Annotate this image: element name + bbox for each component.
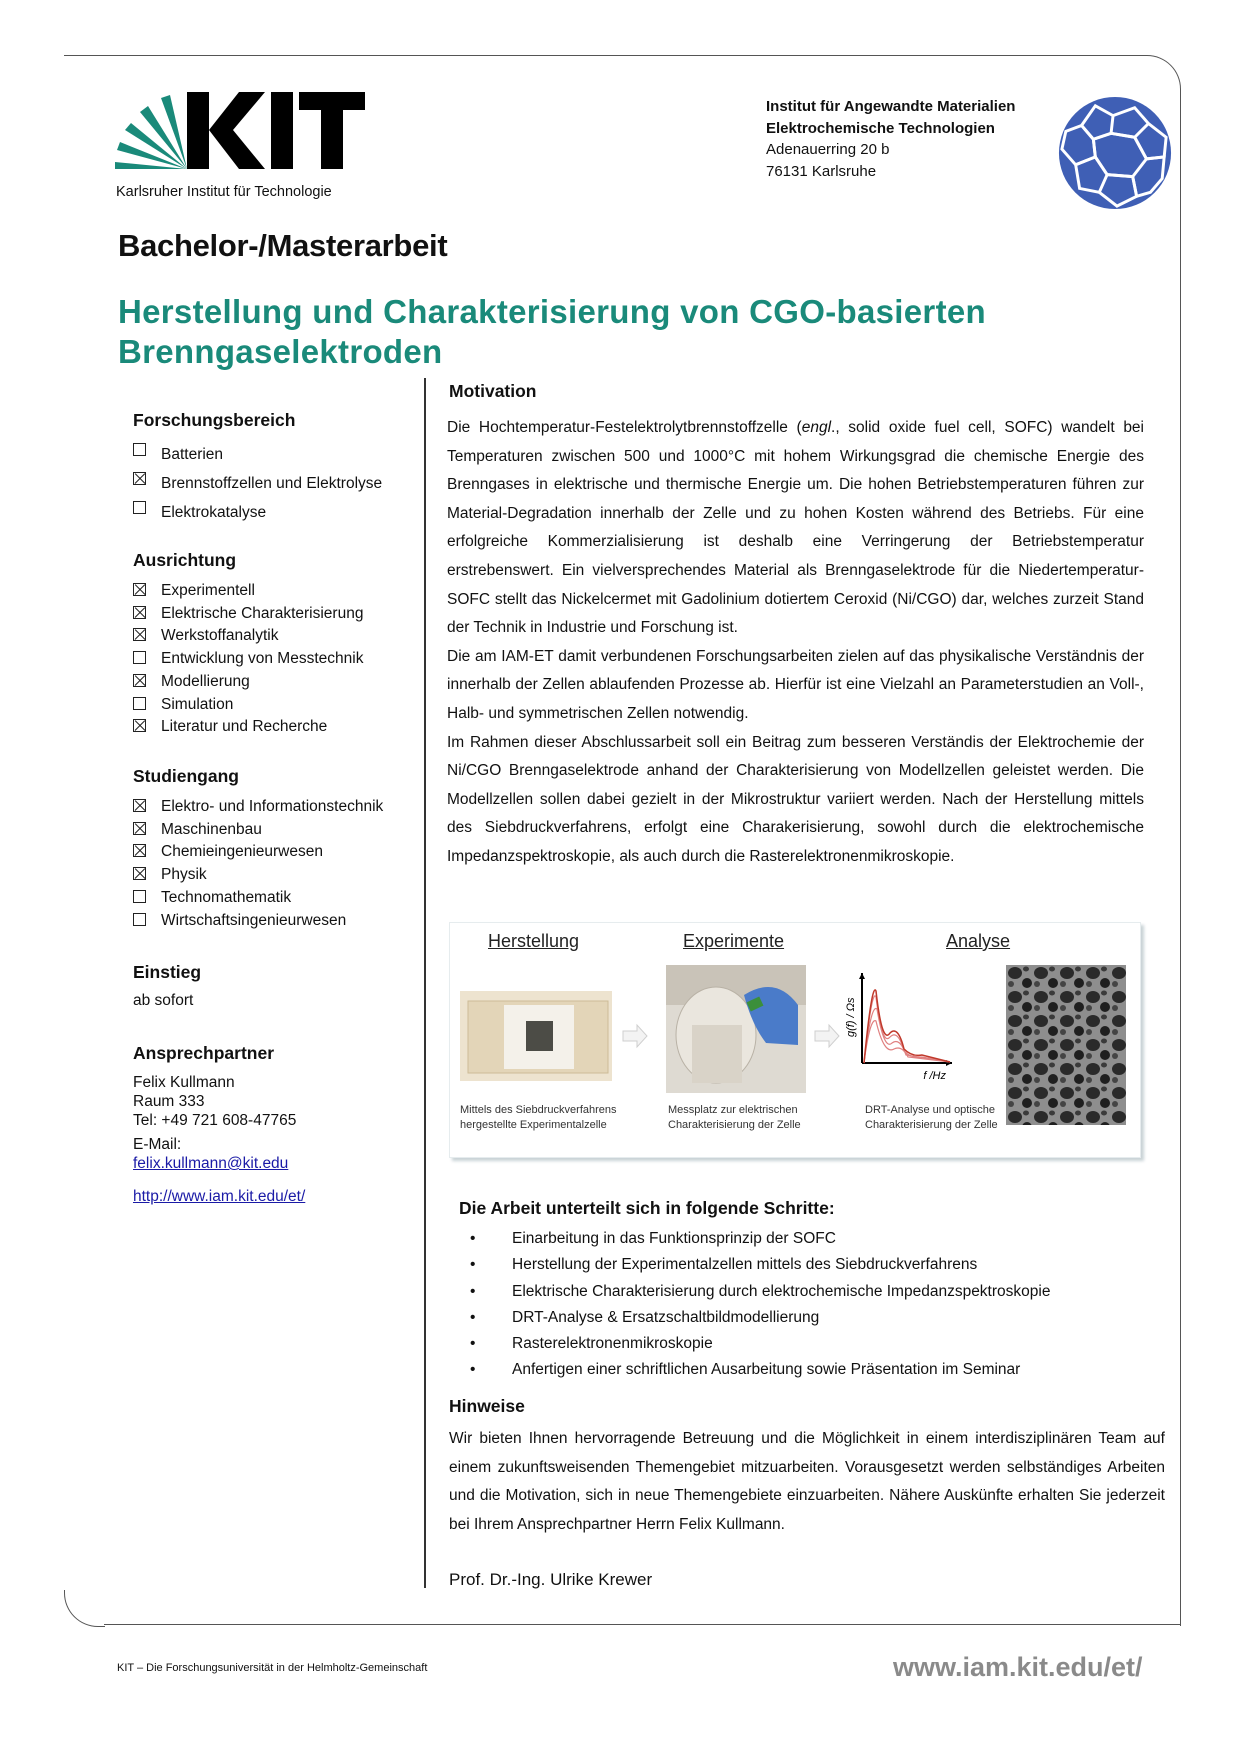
kit-logo-letters [187,92,365,169]
measurement-setup-photo [666,965,806,1093]
institute-department: Elektrochemische Technologien [766,119,995,137]
checkbox-label: Brennstoffzellen und Elektrolyse [161,475,383,492]
checkbox-item[interactable] [133,498,423,527]
forschungsbereich-list [133,440,423,527]
studiengang-list [133,796,423,932]
checkbox-item[interactable] [133,819,423,842]
ansprechpartner-heading: Ansprechpartner [133,1043,275,1063]
thesis-title [118,292,1118,372]
checkbox-item[interactable] [133,796,423,819]
section-ausrichtung [133,550,423,739]
checkbox-label: Modellierung [161,672,250,690]
logo-subtitle: Karlsruher Institut für Technologie [116,184,332,200]
process-figure [449,922,1141,1158]
experimental-cell-photo [460,991,612,1081]
checkbox-item[interactable] [133,440,423,469]
motivation-heading: Motivation [449,381,537,401]
caption-experimente-line2: Charakterisierung der Zelle [668,1119,801,1131]
checkbox-label: Simulation [161,695,234,713]
motivation-text [447,414,1144,872]
checkbox-item[interactable] [133,716,423,739]
list-item: • Elektrische Charakterisierung durch elektrochemische Impedanzspektroskopie [470,1279,1050,1305]
checkbox-label: Technomathematik [161,888,292,906]
page-frame-bottom [104,1624,1181,1625]
checked-checkbox[interactable] [133,472,146,485]
contact-room: Raum 333 [133,1093,205,1110]
list-item: • DRT-Analyse & Ersatzschaltbildmodellierung [470,1305,1050,1331]
checked-checkbox[interactable] [133,799,146,812]
institute-emblem-icon [1056,94,1174,212]
unchecked-checkbox[interactable] [133,697,146,710]
checkbox-label: Wirtschaftsingenieurwesen [161,911,347,929]
figure-heading-analyse: Analyse [946,931,1011,951]
thesis-title-line2: Brenngaselektroden [118,333,443,370]
hinweise-text: Wir bieten Ihnen hervorragende Betreuung und die Möglichkeit in einem interdisziplinären Team auf einem zukunftsweisenden Themengebiet mitzuarbeiten. Vorausgesetzt werden selbständiges Arbeiten und die Motivation, sich in neue Themengebiete einzuarbeiten. Nähere Auskünfte erhalten Sie jederzeit bei Ihrem Ansprechpartner Herrn Felix Kullmann. [449,1430,1165,1533]
checkbox-label: Maschinenbau [161,820,262,838]
figure-heading-experimente: Experimente [683,931,785,951]
caption-herstellung [460,1103,617,1133]
arrow-icon [814,1023,840,1049]
contact-phone: Tel: +49 721 608-47765 [133,1112,297,1129]
motivation-p1-emphasis: engl [801,419,832,436]
contact-name: Felix Kullmann [133,1074,235,1091]
list-item: • Einarbeitung in das Funktionsprinzip der SOFC [470,1226,1050,1252]
unchecked-checkbox[interactable] [133,913,146,926]
checkbox-label: Chemieingenieurwesen [161,843,323,861]
checkbox-item[interactable] [133,469,423,498]
einstieg-heading: Einstieg [133,962,202,982]
checkbox-item[interactable] [133,648,423,671]
checked-checkbox[interactable] [133,719,146,732]
arrow-icon [622,1023,648,1049]
list-item: • Anfertigen einer schriftlichen Ausarbeitung sowie Präsentation im Seminar [470,1357,1050,1383]
unchecked-checkbox[interactable] [133,890,146,903]
motivation-p1-start: Die Hochtemperatur-Festelektrolytbrennstoffzelle ( [447,419,802,436]
drt-plot-icon [840,967,956,1083]
caption-herstellung-line1: Mittels des Siebdruckverfahrens [460,1104,617,1116]
checkbox-item[interactable] [133,910,423,933]
checkbox-item[interactable] [133,864,423,887]
kit-logo-rays [115,95,187,169]
checkbox-label: Werkstoffanalytik [161,627,279,645]
footer-url: www.iam.kit.edu/et/ [893,1652,1143,1682]
caption-herstellung-line2: hergestellte Experimentalzelle [460,1119,607,1131]
section-ansprechpartner [133,1042,423,1206]
checkbox-item[interactable] [133,887,423,910]
checked-checkbox[interactable] [133,583,146,596]
institute-name: Institut für Angewandte Materialien [766,98,1016,115]
motivation-paragraph-3: Im Rahmen dieser Abschlussarbeit soll ein Beitrag zum besseren Verständis der Elektrochemie der Ni/CGO Brenngaselektrode anhand der Charakterisierung von Modellzellen geleistet werden. Die Modellzellen sollen dabei gezielt in der Mikrostruktur variiert werden. Nach der Herstellung mittels des Siebdruckverfahrens, erfolgt eine Charakerisierung, sowohl durch die elektrochemische Impedanzspektroskopie, als auch durch die Rasterelektronenmikroskopie. [447,733,1144,865]
checkbox-item[interactable] [133,580,423,603]
checked-checkbox[interactable] [133,822,146,835]
checkbox-label: Elektrische Charakterisierung [161,604,364,622]
steps-list [470,1226,1050,1384]
unchecked-checkbox[interactable] [133,443,146,456]
checked-checkbox[interactable] [133,606,146,619]
checkbox-item[interactable] [133,625,423,648]
checkbox-label: Batterien [161,446,224,463]
caption-analyse-line1: DRT-Analyse und optische [865,1104,996,1116]
contact-email-link[interactable]: felix.kullmann@kit.edu [133,1155,289,1172]
checkbox-label: Entwicklung von Messtechnik [161,650,364,668]
institute-city: 76131 Karlsruhe [766,162,877,180]
einstieg-value: ab sofort [133,992,194,1009]
ausrichtung-list [133,580,423,739]
checkbox-label: Elektrokatalyse [161,504,267,521]
column-divider [424,378,426,1588]
caption-experimente [668,1103,801,1133]
thesis-type: Bachelor-/Masterarbeit [118,228,448,263]
checked-checkbox[interactable] [133,844,146,857]
institute-url-link[interactable]: http://www.iam.kit.edu/et/ [133,1188,306,1205]
sem-microstructure-photo [1006,965,1126,1125]
studiengang-heading: Studiengang [133,766,239,786]
checkbox-item[interactable] [133,841,423,864]
checkbox-item[interactable] [133,694,423,717]
footer-tagline: KIT – Die Forschungsuniversität in der Helmholtz-Gemeinschaft [117,1662,428,1674]
thesis-title-line1: Herstellung und Charakterisierung von CGO-basierten [118,293,986,330]
caption-experimente-line1: Messplatz zur elektrischen [668,1104,798,1116]
plot-x-label: f /Hz [923,1070,946,1082]
checkbox-label: Physik [161,866,207,884]
checkbox-label: Experimentell [161,582,255,599]
checked-checkbox[interactable] [133,867,146,880]
steps-heading: Die Arbeit unterteilt sich in folgende Schritte: [459,1198,835,1218]
figure-heading-herstellung: Herstellung [488,931,580,951]
ausrichtung-heading: Ausrichtung [133,550,237,570]
institute-street: Adenauerring 20 b [766,141,890,158]
hinweise-heading: Hinweise [449,1396,525,1416]
checked-checkbox[interactable] [133,674,146,687]
motivation-p1-rest: ., solid oxide fuel cell, SOFC) wandelt bei Temperaturen zwischen 500 und 1000°C mit hohem Wirkungsgrad die chemische Energie des Brenngases in elektrische und thermische Energie um. Die hohen Betriebstemperaturen führen zur Material-Degradation innerhalb der Zelle und zu hohen Kosten während des Betriebs. Für eine erfolgreiche Kommerzialisierung ist deshalb eine Verringerung der Betriebstemperatur erstrebenswert. Ein vielversprechendes Material als Brenngaselektrode für die Niedertemperatur-SOFC stellt das Nickelcermet mit Gadolinium dotiertem Ceroxid (Ni/CGO) dar, welches zurzeit Stand der Technik in Industrie und Forschung ist. [447,419,1144,637]
caption-analyse [865,1103,998,1133]
institute-address [766,96,1015,182]
motivation-paragraph-1 [447,414,1144,643]
section-einstieg [133,962,423,1010]
plot-y-label: g(f) / Ωs [845,997,857,1037]
forschungsbereich-heading: Forschungsbereich [133,410,296,430]
checkbox-label: Elektro- und Informationstechnik [161,798,384,815]
checkbox-label: Literatur und Recherche [161,718,328,736]
checkbox-item[interactable] [133,671,423,694]
section-studiengang [133,766,423,932]
unchecked-checkbox[interactable] [133,651,146,664]
checkbox-item[interactable] [133,603,423,626]
section-forschungsbereich [133,410,423,527]
motivation-paragraph-2: Die am IAM-ET damit verbundenen Forschungsarbeiten zielen auf das physikalische Verständnis der innerhalb der Zellen ablaufenden Prozesse ab. Hierfür ist eine Vielzahl an Parameterstudien an Voll-, Halb- und symmetrischen Zellen notwendig. [447,647,1144,722]
contact-email-label: E-Mail: [133,1136,182,1153]
list-item: • Herstellung der Experimentalzellen mittels des Siebdruckverfahrens [470,1252,1050,1278]
page-frame-corner [64,1590,105,1627]
list-item: • Rasterelektronenmikroskopie [470,1331,1050,1357]
signature: Prof. Dr.-Ing. Ulrike Krewer [449,1570,653,1589]
caption-analyse-line2: Charakterisierung der Zelle [865,1119,998,1131]
unchecked-checkbox[interactable] [133,501,146,514]
checked-checkbox[interactable] [133,628,146,641]
